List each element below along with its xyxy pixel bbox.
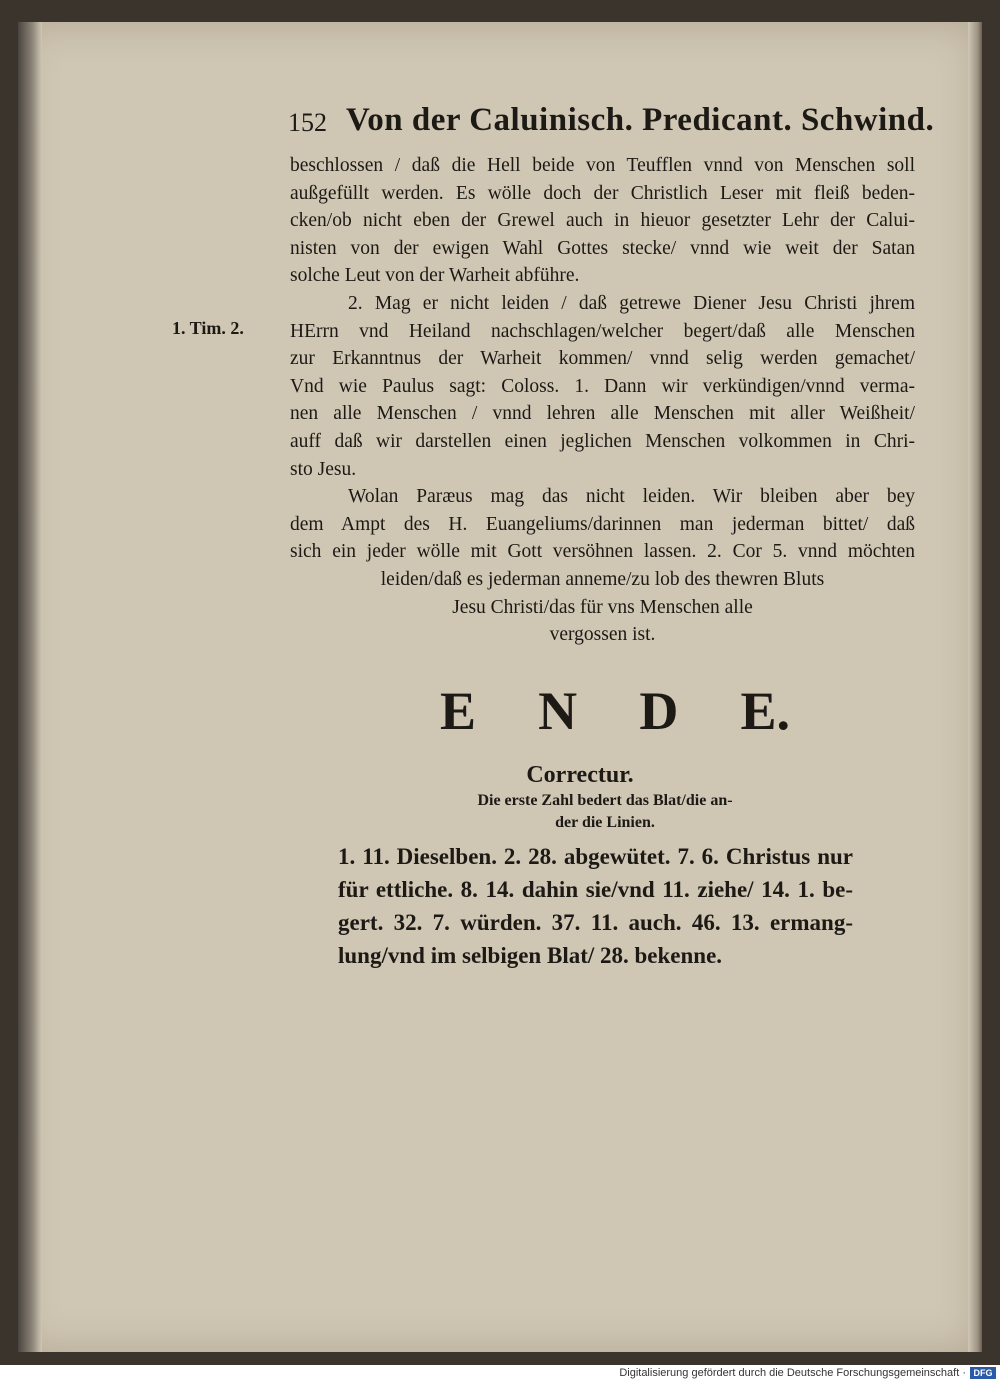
- page-number: 152: [288, 108, 327, 137]
- text-line: außgefüllt werden. Es wölle doch der Christlich Leser mit fleiß beden-: [290, 182, 915, 204]
- correction-line: 1. 11. Dieselben. 2. 28. abgewütet. 7. 6. Christus nur: [338, 844, 853, 869]
- correctur-note-line: Die erste Zahl bedert das Blat/die an-: [477, 792, 733, 809]
- correction-line: gert. 32. 7. würden. 37. 11. auch. 46. 13. ermang-: [338, 910, 853, 935]
- text-line: HErrn vnd Heiland nachschlagen/welcher begert/daß alle Menschen: [290, 320, 915, 342]
- page-edge-shadow: [968, 22, 982, 1352]
- ende-letter: E: [440, 681, 477, 741]
- dfg-logo: DFG: [970, 1367, 996, 1379]
- text-line: sto Jesu.: [290, 458, 357, 480]
- footer-credit: Digitalisierung gefördert durch die Deutsche Forschungsgemeinschaft ·: [619, 1367, 966, 1379]
- page-gutter-shadow: [18, 22, 42, 1352]
- text-line: dem Ampt des H. Euangeliums/darinnen man jederman bittet/ daß: [290, 513, 915, 535]
- body-text: [290, 152, 915, 649]
- ende-heading: [440, 680, 790, 742]
- text-line: Jesu Christi/das für vns Menschen alle: [452, 596, 753, 618]
- text-line: auff daß wir darstellen einen jeglichen Menschen volkommen in Chri-: [290, 430, 915, 452]
- text-line: leiden/daß es jederman anneme/zu lob des thewren Bluts: [380, 568, 825, 590]
- text-line: sich ein jeder wölle mit Gott versöhnen lassen. 2. Cor 5. vnnd möchten: [290, 541, 915, 563]
- text-line: zur Erkanntnus der Warheit kommen/ vnnd selig werden gemachet/: [290, 348, 915, 370]
- text-line: Wolan Paræus mag das nicht leiden. Wir bleiben aber bey: [348, 486, 915, 508]
- correction-line: für ettliche. 8. 14. dahin sie/vnd 11. ziehe/ 14. 1. be-: [338, 877, 853, 902]
- text-line: vergossen ist.: [549, 624, 656, 646]
- ende-letter: E.: [740, 681, 790, 741]
- page-header: [288, 102, 935, 148]
- text-line: cken/ob nicht eben der Grewel auch in hieuor gesetzter Lehr der Calui-: [290, 210, 915, 232]
- margin-note: 1. Tim. 2.: [172, 318, 244, 338]
- running-title: Von der Caluinisch. Predicant. Schwind.: [346, 102, 935, 138]
- correctur-title: Correctur.: [526, 762, 634, 788]
- text-line: nisten von der ewigen Wahl Gottes stecke/ vnnd wie weit der Satan: [290, 237, 915, 259]
- ende-letter: D: [639, 681, 679, 741]
- correctur-note: [425, 790, 785, 834]
- text-line: solche Leut von der Warheit abführe.: [290, 265, 580, 287]
- corrections-list: [338, 840, 853, 972]
- footer-bar: [0, 1365, 1000, 1381]
- text-line: beschlossen / daß die Hell beide von Teufflen vnnd von Menschen soll: [290, 155, 915, 176]
- text-line: nen alle Menschen / vnnd lehren alle Menschen mit aller Weißheit/: [290, 403, 915, 425]
- correctur-note-line: der die Linien.: [555, 814, 655, 831]
- ende-letter: N: [538, 681, 578, 741]
- text-line: 2. Mag er nicht leiden / daß getrewe Diener Jesu Christi jhrem: [348, 292, 915, 314]
- correction-line: lung/vnd im selbigen Blat/ 28. bekenne.: [338, 943, 723, 968]
- text-line: Vnd wie Paulus sagt: Coloss. 1. Dann wir verkündigen/vnnd verma-: [290, 375, 915, 397]
